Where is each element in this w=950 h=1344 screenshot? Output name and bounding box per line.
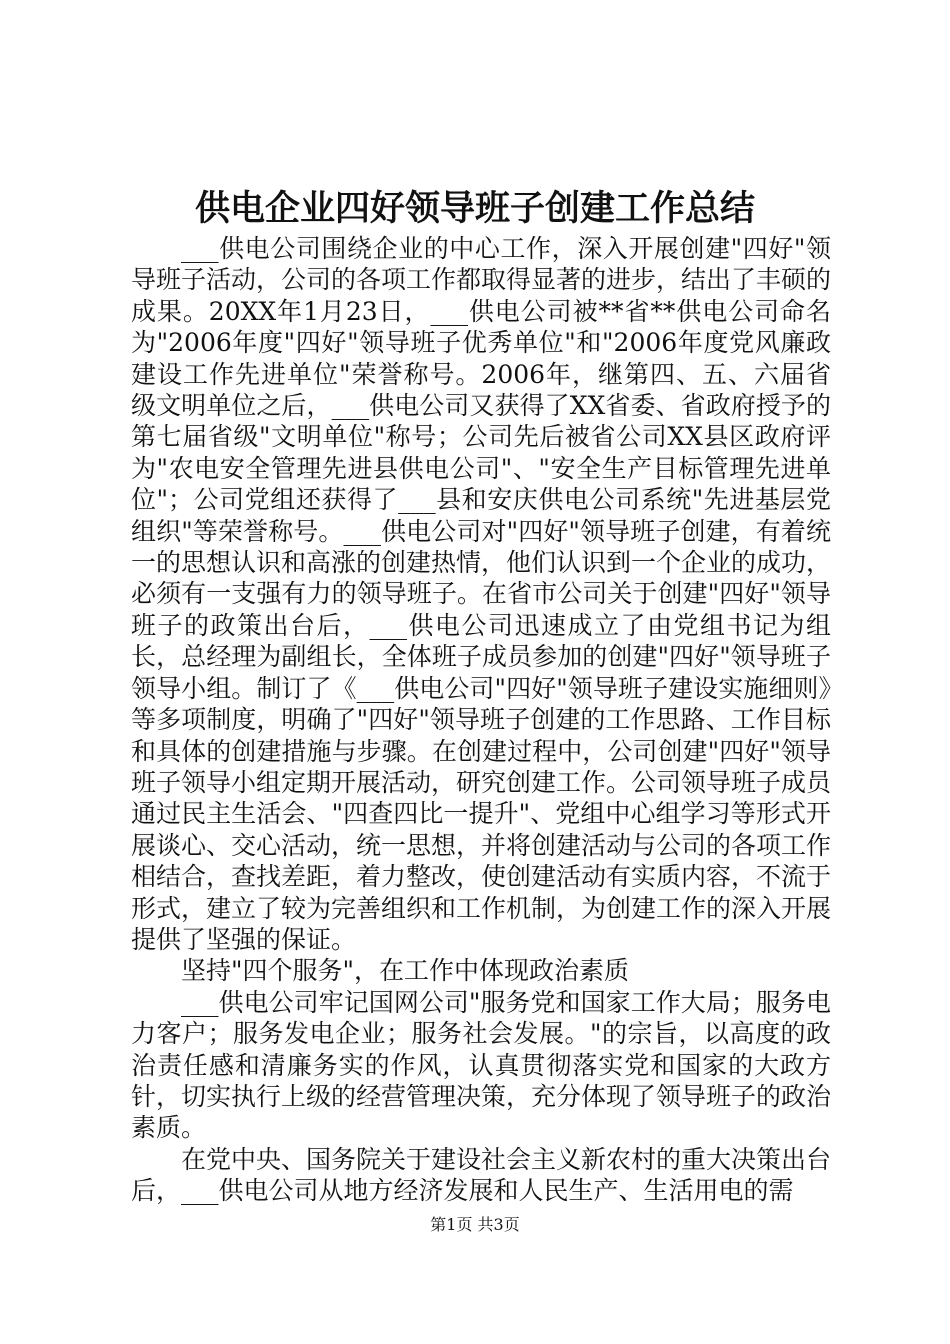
page-footer: 第1页 共3页 — [430, 1215, 520, 1234]
section-heading: 坚持"四个服务"，在工作中体现政治素质 — [181, 956, 629, 986]
document-body — [131, 233, 831, 1207]
paragraph-service: ___供电公司牢记国网公司"服务党和国家工作大局；服务电力客户；服务发电企业；服务社会发展。"的宗旨，以高度的政治责任感和清廉务实的作风，认真贯彻落实党和国家的大政方针，切实执行上级的经营管理决策，充分体现了领导班子的政治素质。 — [131, 987, 832, 1143]
paragraph-intro: ___供电公司围绕企业的中心工作，深入开展创建"四好"领导班子活动，公司的各项工作都取得显著的进步，结出了丰硕的成果。20XX年1月23日，___供电公司被**省**供电公司命名为"2006年度"四好"领导班子优秀单位"和"2006年度党风廉政建设工作先进单位"荣誉称号。2006年，继第四、五、六届省级文明单位之后，___供电公司又获得了XX省委、省政府授予的第七届省级"文明单位"称号；公司先后被省公司XX县区政府评为"农电安全管理先进县供电公司"、"安全生产目标管理先进单位"；公司党组还获得了___县和安庆供电公司系统"先进基层党组织"等荣誉称号。___供电公司对"四好"领导班子创建，有着统一的思想认识和高涨的创建热情，他们认识到一个企业的成功，必须有一支强有力的领导班子。在省市公司关于创建"四好"领导班子的政策出台后，___供电公司迅速成立了由党组书记为组长，总经理为副组长，全体班子成员参加的创建"四好"领导班子领导小组。制订了《___供电公司"四好"领导班子建设实施细则》等多项制度，明确了"四好"领导班子创建的工作思路、工作目标和具体的创建措施与步骤。在创建过程中，公司创建"四好"领导班子领导小组定期开展活动，研究创建工作。公司领导班子成员通过民主生活会、"四查四比一提升"、党组中心组学习等形式开展谈心、交心活动，统一思想，并将创建活动与公司的各项工作相结合，查找差距，着力整改，使创建活动有实质内容，不流于形式，建立了较为完善组织和工作机制，为创建工作的深入开展提供了坚强的保证。 — [131, 234, 832, 954]
document-title: 供电企业四好领导班子创建工作总结 — [194, 188, 755, 229]
paragraph-rural: 在党中央、国务院关于建设社会主义新农村的重大决策出台后，___供电公司从地方经济发展和人民生产、生活用电的需 — [131, 1144, 832, 1206]
